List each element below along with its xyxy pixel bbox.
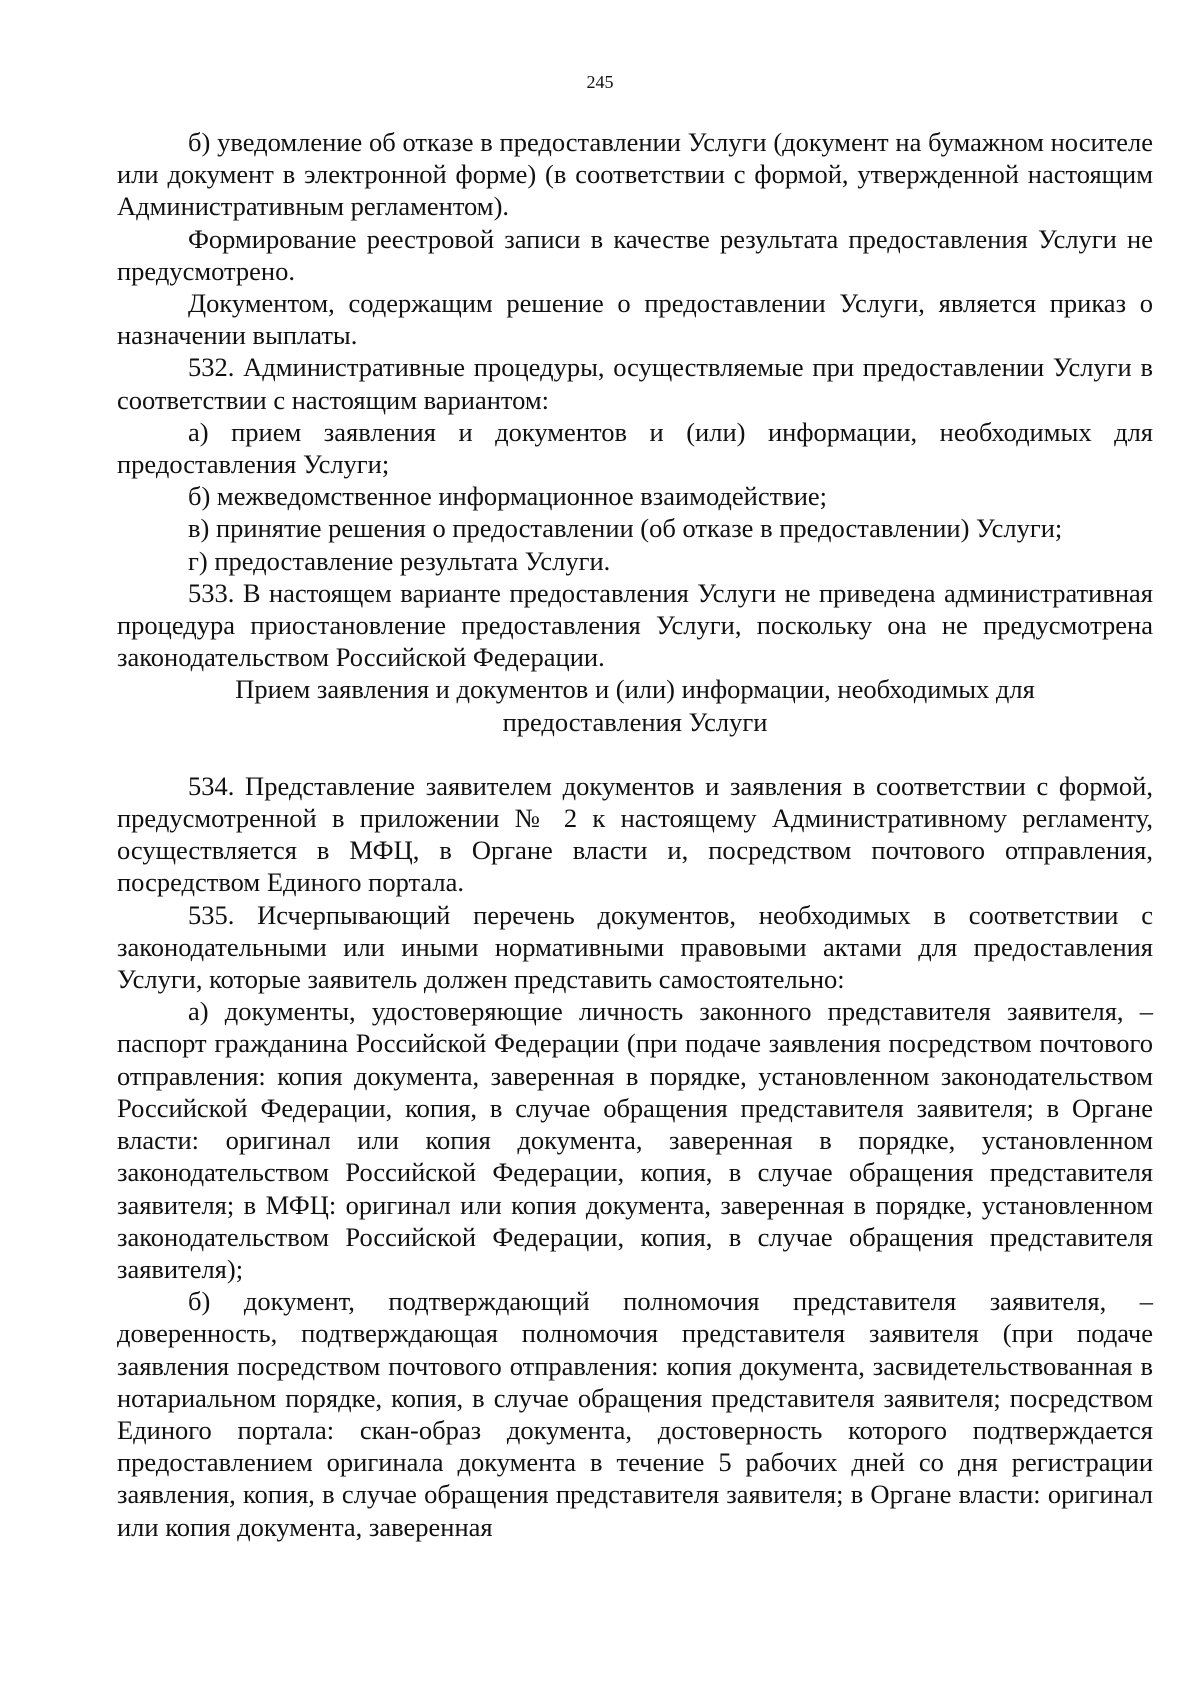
paragraph-535: 535. Исчерпывающий перечень документов, необходимых в соответствии с законодательными или иными нормативными правовыми актами для предоставления Услуги, которые заявитель должен представить самостоятельно: [117,899,1153,995]
list-item-532-d: г) предоставление результата Услуги. [188,545,611,576]
document-body [117,126,1153,1543]
heading-spacer [117,738,1153,770]
list-item-532-b: б) межведомственное информационное взаимодействие; [188,481,828,512]
paragraph-534: 534. Представление заявителем документов и заявления в соответствии с формой, предусмотренной в приложении № 2 к настоящему Административному регламенту, осуществляется в МФЦ, в Органе власти и, посредством почтового отправления, посредством Единого портала. [117,770,1153,898]
list-item-535-a: а) документы, удостоверяющие личность законного представителя заявителя, – паспорт гражданина Российской Федерации (при подаче заявления посредством почтового отправления: копия документа, заверенная в порядке, установленном законодательством Российской Федерации, копия, в случае обращения представителя заявителя; в Органе власти: оригинал или копия документа, заверенная в порядке, установленном законодательством Российской Федерации, копия, в случае обращения представителя заявителя; в МФЦ: оригинал или копия документа, заверенная в порядке, установленном законодательством Российской Федерации, копия, в случае обращения представителя заявителя); [117,996,1153,1284]
paragraph-532: 532. Административные процедуры, осуществляемые при предоставлении Услуги в соответствии с настоящим вариантом: [117,352,1153,415]
list-item-532-c: в) принятие решения о предоставлении (об отказе в предоставлении) Услуги; [188,513,1063,544]
page-number: 245 [586,72,614,92]
list-item-535-b: б) документ, подтверждающий полномочия представителя заявителя, – доверенность, подтверждающая полномочия представителя заявителя (при подаче заявления посредством почтового отправления: копия документа, засвидетельствованная в нотариальном порядке, копия, в случае обращения представителя заявителя; посредством Единого портала: скан-образ документа, достоверность которого подтверждается предоставлением оригинала документа в течение 5 рабочих дней со дня регистрации заявления, копия, в случае обращения представителя заявителя; в Органе власти: оригинал или копия документа, заверенная [117,1286,1153,1542]
paragraph-registry-record: Формирование реестровой записи в качестве результата предоставления Услуги не предусмотрено. [117,223,1153,286]
list-item-532-a: а) прием заявления и документов и (или) информации, необходимых для предоставления Услуги; [117,416,1153,480]
paragraph-decision-document: Документом, содержащим решение о предоставлении Услуги, является приказ о назначении выплаты. [117,288,1153,351]
section-heading-line-2: предоставления Услуги [502,706,768,737]
paragraph-result-notice: б) уведомление об отказе в предоставлении Услуги (документ на бумажном носителе или документ в электронной форме) (в соответствии с формой, утвержденной настоящим Административным регламентом). [117,127,1153,222]
paragraph-533: 533. В настоящем варианте предоставления Услуги не приведена административная процедура приостановление предоставления Услуги, поскольку она не предусмотрена законодательством Российской Федерации. [117,577,1153,673]
section-heading-line-1: Прием заявления и документов и (или) информации, необходимых для [235,674,1035,705]
